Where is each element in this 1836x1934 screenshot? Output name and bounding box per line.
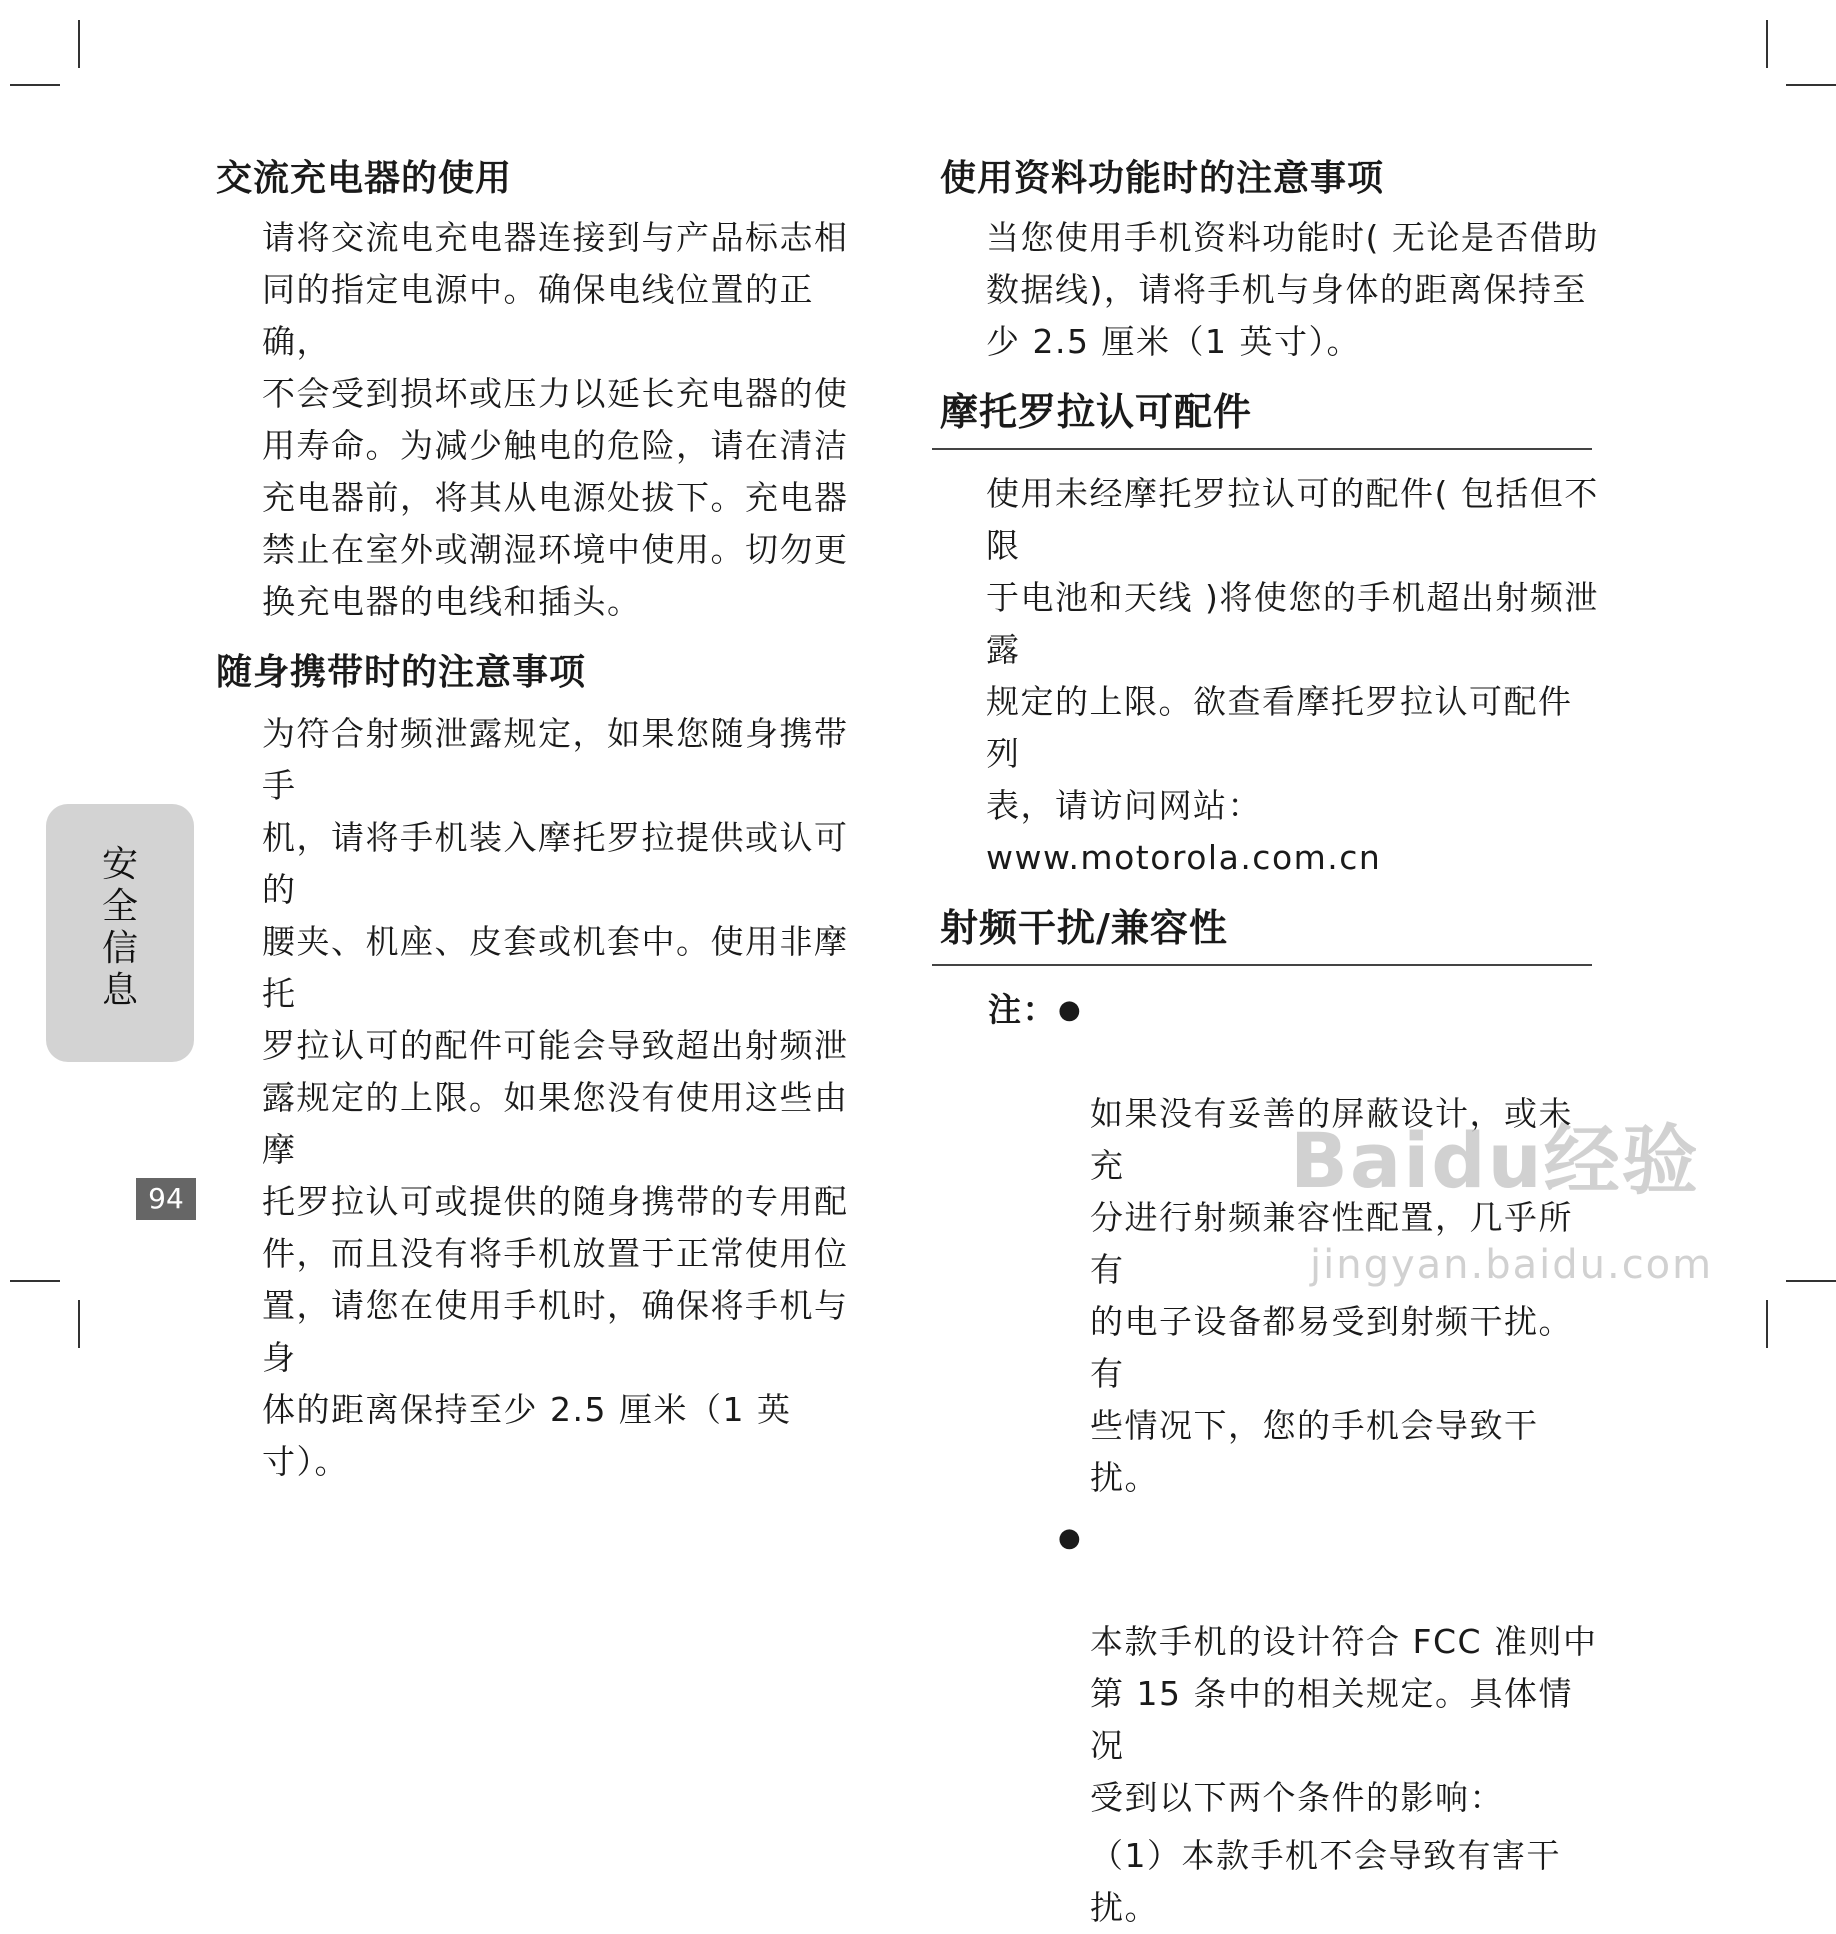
page-number: 94 <box>136 1178 196 1220</box>
paragraph-data-functions: 当您使用手机资料功能时( 无论是否借助 数据线)，请将手机与身体的距离保持至 少 2.5 厘米（1 英寸）。 <box>986 218 1599 361</box>
paragraph-ac-charger: 请将交流电充电器连接到与产品标志相 同的指定电源中。确保电线位置的正确， 不会受到损坏或压力以延长充电器的使 用寿命。为减少触电的危险，请在清洁 充电器前，将其从电源处拔下。充电器 禁止在室外或潮湿环境中使用。切勿更 换充电器的电线和插头。 <box>262 218 849 621</box>
bullet-text: 本款手机的设计符合 FCC 准则中 第 15 条中的相关规定。具体情况 受到以下两个条件的影响： <box>1090 1622 1598 1817</box>
left-column <box>216 150 876 1488</box>
watermark-logo: Baidu经验 <box>1290 1116 1700 1205</box>
crop-mark-bottom-left <box>78 1300 80 1348</box>
heading-rf-interference: 射频干扰/兼容性 <box>940 906 1228 950</box>
section-divider <box>932 964 1592 966</box>
bullet-icon: ● <box>1058 1523 1083 1553</box>
heading-carrying: 随身携带时的注意事项 <box>216 651 587 693</box>
crop-mark-top-left <box>78 20 80 68</box>
paragraph-approved-accessories: 使用未经摩托罗拉认可的配件( 包括但不限 于电池和天线 )将使您的手机超出射频泄露 规定的上限。欲查看摩托罗拉认可配件列 表，请访问网站：www.motorola.com.cn <box>986 474 1599 877</box>
crop-mark-top-left <box>10 84 60 86</box>
crop-mark-top-right <box>1766 20 1768 68</box>
sub-item: （1）本款手机不会导致有害干扰。 <box>1090 1836 1561 1927</box>
side-tab-label: 安 全 信 息 <box>101 844 138 1011</box>
bullet-text: 如果没有妥善的屏蔽设计，或未充 分进行射频兼容性配置，几乎所有 的电子设备都易受到射频干扰。有 些情况下，您的手机会导致干扰。 <box>1090 1094 1573 1497</box>
crop-mark-bottom-right <box>1766 1300 1768 1348</box>
paragraph-carrying: 为符合射频泄露规定，如果您随身携带手 机，请将手机装入摩托罗拉提供或认可的 腰夹、机座、皮套或机套中。使用非摩托 罗拉认可的配件可能会导致超出射频泄 露规定的上限。如果您没有使用这些由摩 托罗拉认可或提供的随身携带的专用配 件，而且没有将手机放置于正常使用位 置，请您在使用手机时，确保将手机与身 体的距离保持至少 2.5 厘米（1 英寸）。 <box>262 714 849 1481</box>
heading-data-functions: 使用资料功能时的注意事项 <box>940 157 1385 199</box>
watermark-url: jingyan.baidu.com <box>1310 1242 1714 1288</box>
right-column <box>940 150 1600 1934</box>
note-label: 注： <box>988 990 1057 1029</box>
section-side-tab <box>46 804 194 1062</box>
crop-mark-top-right <box>1786 84 1836 86</box>
section-divider <box>932 448 1592 450</box>
crop-mark-bottom-left <box>10 1280 60 1282</box>
heading-approved-accessories: 摩托罗拉认可配件 <box>940 390 1253 434</box>
crop-mark-bottom-right <box>1786 1280 1836 1282</box>
bullet-item <box>940 1512 1600 1824</box>
bullet-icon: ● <box>1058 995 1083 1025</box>
heading-ac-charger: 交流充电器的使用 <box>216 157 513 199</box>
